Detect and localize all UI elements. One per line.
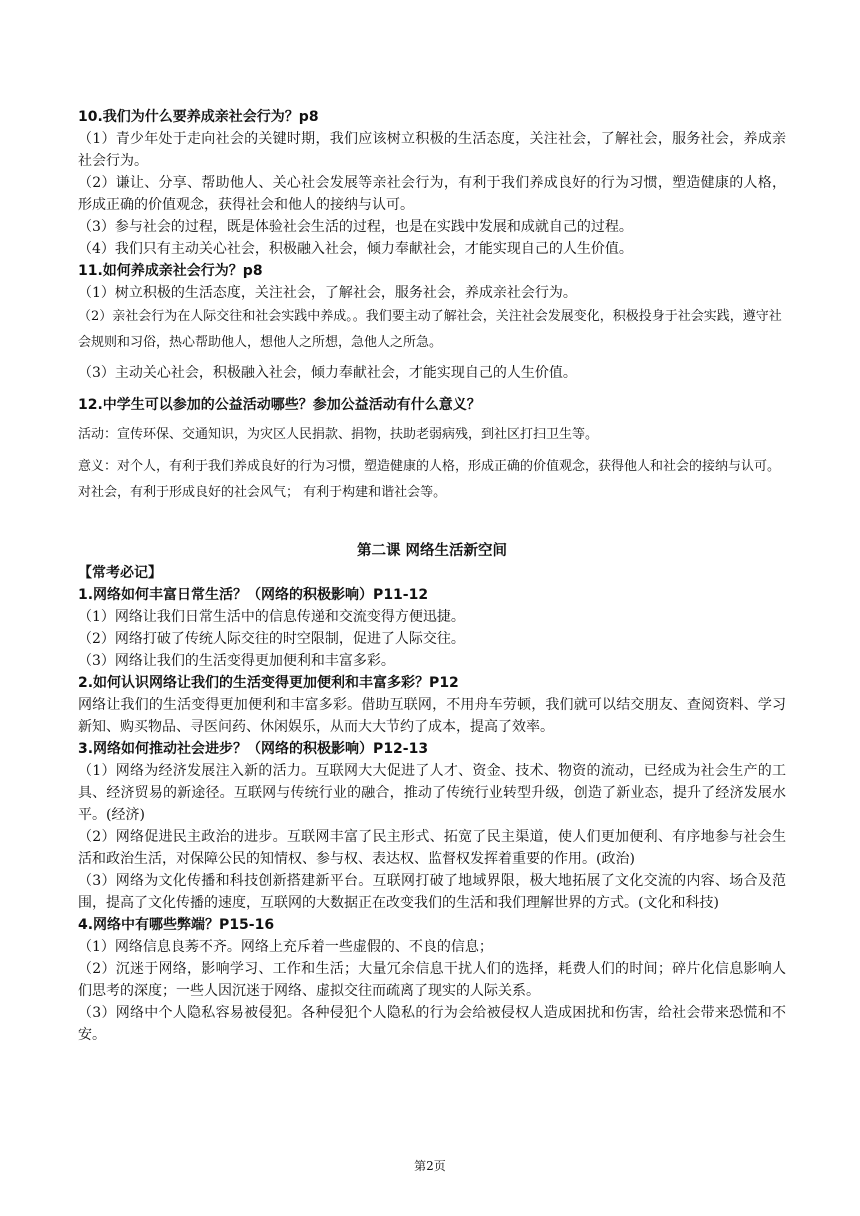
chapter-question-1-item-2: （2）网络打破了传统人际交往的时空限制，促进了人际交往。 bbox=[78, 631, 465, 647]
question-12-meaning: 意义：对个人，有利于我们养成良好的行为习惯，塑造健康的人格，形成正确的价值观念，获得他人和社会的接纳与认可。对社会，有利于形成良好的社会风气； 有利于构建和谐社会等。 bbox=[78, 459, 781, 500]
chapter-question-3-item-2: （2）网络促进民主政治的进步。互联网丰富了民主形式、拓宽了民主渠道，使人们更加便利、有序地参与社会生活和政治生活，对保障公民的知情权、参与权、表达权、监督权发挥着重要的作用。(政治) bbox=[78, 829, 786, 867]
chapter-question-4-item-2: （2）沉迷于网络，影响学习、工作和生活；大量冗余信息干扰人们的选择，耗费人们的时间；碎片化信息影响人们思考的深度；一些人因沉迷于网络、虚拟交往而疏离了现实的人际关系。 bbox=[78, 961, 786, 999]
chapter-question-1-title: 1.网络如何丰富日常生活？（网络的积极影响）P11-12 bbox=[78, 587, 429, 603]
chapter-subtitle: 【常考必记】 bbox=[78, 565, 162, 581]
question-12-activities: 活动：宣传环保、交通知识，为灾区人民捐款、捐物，扶助老弱病残，到社区打扫卫生等。 bbox=[78, 427, 599, 442]
question-11-item-3: （3）主动关心社会，积极融入社会，倾力奉献社会，才能实现自己的人生价值。 bbox=[78, 365, 577, 381]
question-11-title: 11.如何养成亲社会行为？p8 bbox=[78, 263, 263, 279]
chapter-question-4-title: 4.网络中有哪些弊端？P15-16 bbox=[78, 917, 275, 933]
question-10-title: 10.我们为什么要养成亲社会行为？p8 bbox=[78, 109, 319, 125]
question-12-title: 12.中学生可以参加的公益活动哪些？参加公益活动有什么意义？ bbox=[78, 397, 481, 413]
chapter-question-1-item-3: （3）网络让我们的生活变得更加便利和丰富多彩。 bbox=[78, 653, 395, 669]
chapter-question-1-item-1: （1）网络让我们日常生活中的信息传递和交流变得方便迅捷。 bbox=[78, 609, 465, 625]
document-page bbox=[78, 106, 786, 1046]
chapter-question-2-title: 2.如何认识网络让我们的生活变得更加便利和丰富多彩？P12 bbox=[78, 675, 459, 691]
question-11-item-1: （1）树立积极的生活态度，关注社会，了解社会，服务社会，养成亲社会行为。 bbox=[78, 285, 577, 301]
page-number: 第2页 bbox=[414, 1159, 446, 1173]
chapter-question-3-title: 3.网络如何推动社会进步？（网络的积极影响）P12-13 bbox=[78, 741, 429, 757]
chapter-title: 第二课 网络生活新空间 bbox=[356, 543, 508, 559]
chapter-question-3-item-1: （1）网络为经济发展注入新的活力。互联网大大促进了人才、资金、技术、物资的流动，已经成为社会生产的工具、经济贸易的新途径。互联网与传统行业的融合，推动了传统行业转型升级，创造了新业态，提升了经济发展水平。(经济) bbox=[78, 763, 786, 823]
question-11-item-2: （2）亲社会行为在人际交往和社会实践中养成。。我们要主动了解社会，关注社会发展变化，积极投身于社会实践，遵守社会规则和习俗，热心帮助他人，想他人之所想，急他人之所急。 bbox=[78, 309, 782, 350]
chapter-question-4-item-3: （3）网络中个人隐私容易被侵犯。各种侵犯个人隐私的行为会给被侵权人造成困扰和伤害，给社会带来恐慌和不安。 bbox=[78, 1005, 786, 1043]
question-10-item-1: （1）青少年处于走向社会的关键时期，我们应该树立积极的生活态度，关注社会，了解社会，服务社会，养成亲社会行为。 bbox=[78, 131, 786, 169]
question-10-item-2: （2）谦让、分享、帮助他人、关心社会发展等亲社会行为，有利于我们养成良好的行为习惯，塑造健康的人格，形成正确的价值观念，获得社会和他人的接纳与认可。 bbox=[78, 175, 786, 213]
chapter-question-4-item-1: （1）网络信息良莠不齐。网络上充斥着一些虚假的、不良的信息； bbox=[78, 939, 493, 955]
chapter-question-2-item-1: 网络让我们的生活变得更加便利和丰富多彩。借助互联网，不用舟车劳顿，我们就可以结交朋友、查阅资料、学习新知、购买物品、寻医问药、休闲娱乐，从而大大节约了成本，提高了效率。 bbox=[78, 697, 786, 735]
question-10-item-3: （3）参与社会的过程，既是体验社会生活的过程，也是在实践中发展和成就自己的过程。 bbox=[78, 219, 633, 235]
chapter-question-3-item-3: （3）网络为文化传播和科技创新搭建新平台。互联网打破了地域界限，极大地拓展了文化交流的内容、场合及范围，提高了文化传播的速度，互联网的大数据正在改变我们的生活和我们理解世界的方式。(文化和科技) bbox=[78, 873, 786, 911]
question-10-item-4: （4）我们只有主动关心社会，积极融入社会，倾力奉献社会，才能实现自己的人生价值。 bbox=[78, 241, 633, 257]
